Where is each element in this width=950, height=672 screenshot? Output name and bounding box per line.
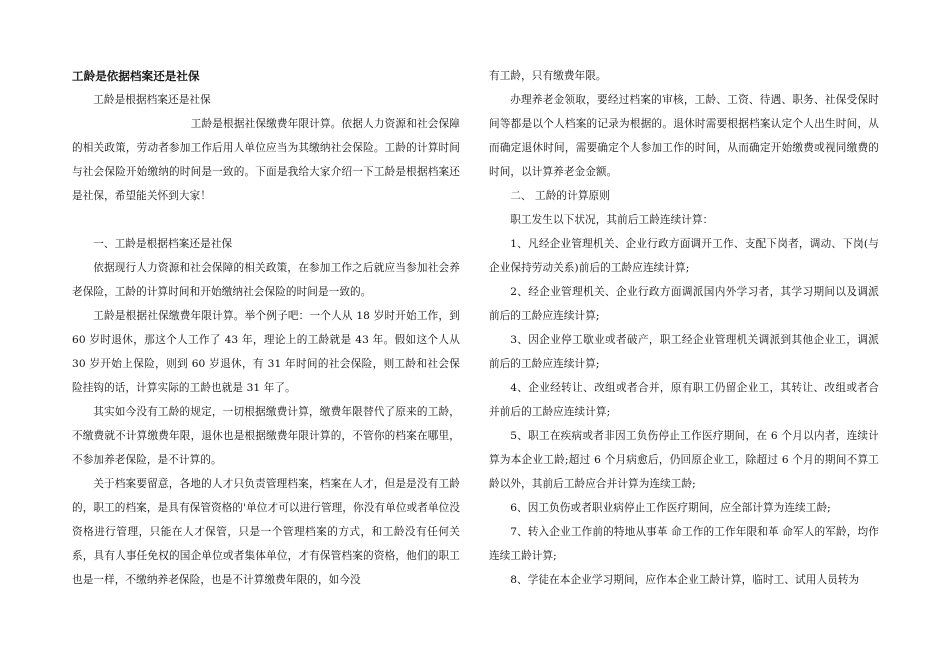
list-item: 1、凡经企业管理机关、企业行政方面调开工作、支配下岗者，调动、下岗(与企业保持劳动关系)前后的工龄应连续计算; [489,238,879,274]
paragraph: 办理养老金领取，要经过档案的审核，工龄、工资、待遇、职务、社保受保时间等都是以个人档案的记录为根据的。退休时需要根据档案认定个人出生时间，从而确定退休时间，需要确定个人参加工作的时间，从而确定开始缴费或视同缴费的时间，以计算养老金金额。 [489,94,879,178]
paragraph: 关于档案要留意，各地的人才只负责管理档案，档案在人才，但是是没有工龄的，职工的档案，是具有保管资格的'单位才可以进行管理，你没有单位或者单位没资格进行管理，只能在人才保管，只是一个管理档案的方式，和工龄没有任何关系，具有人事任免权的国企单位或者集体单位，才有保管档案的资格，他们的职工也是一样，不缴纳养老保险，也是不计算缴费年限的，如今没 [72,478,460,586]
list-intro: 职工发生以下状况，其前后工龄连续计算： [510,214,714,226]
list-item: 8、学徒在本企业学习期间，应作本企业工龄计算，临时工、试用人员转为 [510,574,860,586]
intro-paragraph: 工龄是根据社保缴费年限计算。依据人力资源和社会保障的相关政策，劳动者参加工作后用人单位应当为其缴纳社会保险。工龄的计算时间与社会保险开始缴纳的时间是一致的。下面是我给大家介绍一下工龄是根据档案还是社保，希望能关怀到大家！ [72,118,460,202]
list-item: 3、因企业停工歇业或者破产，职工经企业管理机关调派到其他企业工，调派前后的工龄应连续计算; [489,334,879,370]
section-1-heading: 一、工龄是根据档案还是社保 [93,238,233,250]
paragraph: 依据现行人力资源和社会保障的相关政策，在参加工作之后就应当参加社会养老保险，工龄的计算时间和开始缴纳社会保险的时间是一致的。 [72,262,460,298]
list-item: 4、企业经转让、改组或者合并，原有职工仍留企业工，其转让、改组或者合并前后的工龄应连续计算; [489,382,879,418]
list-item: 7、转入企业工作前的特地从事革 命工作的工作年限和革 命军人的军龄，均作连续工龄计算; [489,526,879,562]
list-item: 5、职工在疾病或者非因工负伤停止工作医疗期间，在 6 个月以内者，连续计算为本企业工龄;超过 6 个月病愈后，仍回原企业工，除超过 6 个月的期间不算工龄以外，其前后工龄应合并计算为连续工龄; [489,430,879,490]
list-item: 6、因工负伤或者职业病停止工作医疗期间，应全部计算为连续工龄; [510,502,831,514]
document-title: 工龄是依据档案还是社保 [72,69,200,83]
left-column [72,64,460,592]
continuation-text: 有工龄，只有缴费年限。 [489,70,607,82]
subtitle: 工龄是根据档案还是社保 [93,94,211,106]
right-column [489,64,879,592]
paragraph: 其实如今没有工龄的规定，一切根据缴费计算，缴费年限替代了原来的工龄，不缴费就不计算缴费年限，退休也是根据缴费年限计算的，不管你的档案在哪里，不参加养老保险，是不计算的。 [72,406,460,466]
list-item: 2、经企业管理机关、企业行政方面调派国内外学习者，其学习期间以及调派前后的工龄应连续计算; [489,286,879,322]
section-2-heading: 二、 工龄的计算原则 [510,190,610,202]
spacer [72,208,460,232]
paragraph: 工龄是根据社保缴费年限计算。举个例子吧：一个人从 18 岁时开始工作，到 60 岁时退休，那这个人工作了 43 年，理论上的工龄就是 43 年。假如这个人从 30 岁开始上保险，则到 60 岁退休，有 31 年时间的社会保险，则工龄和社会保险挂钩的话，计算实际的工龄也就是 31 年了。 [72,310,460,394]
